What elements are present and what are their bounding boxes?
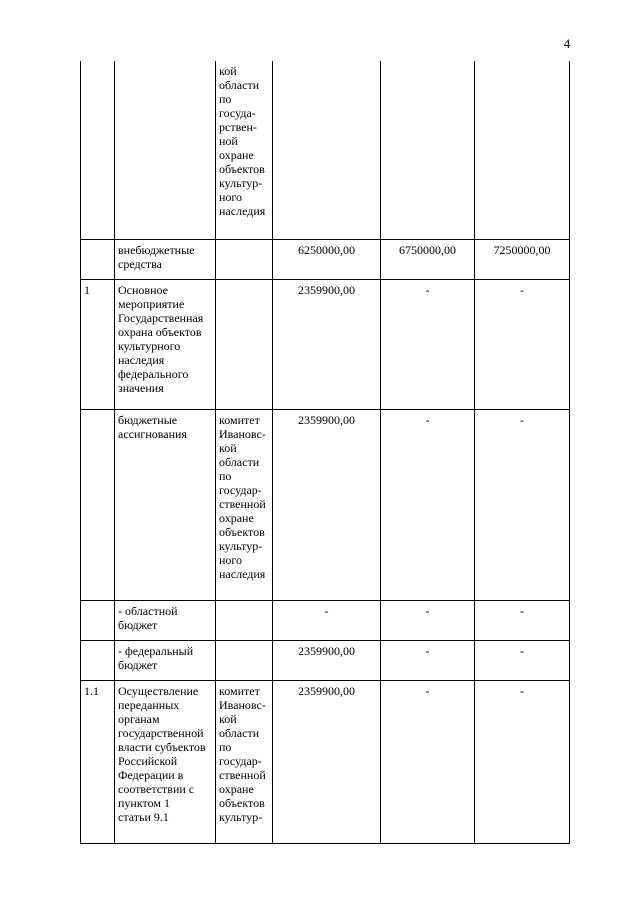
name-line: внебюджетные	[118, 242, 195, 257]
table-row	[81, 61, 570, 239]
name-line: Осуществление	[118, 683, 199, 698]
amount-cell-year-3	[475, 61, 570, 239]
executor-line: комитет	[219, 683, 260, 698]
row-index-cell	[81, 61, 115, 239]
page-number: 4	[563, 36, 571, 51]
executor-line: наследия	[219, 566, 266, 581]
name-line: власти субъектов	[118, 739, 206, 754]
name-line: охрана объектов	[118, 324, 202, 339]
row-index-cell	[81, 239, 115, 279]
row-name-cell	[115, 640, 216, 680]
table-row	[81, 680, 570, 843]
row-name-cell	[115, 279, 216, 409]
name-line: переданных	[118, 697, 180, 712]
name-line: наследия	[118, 352, 165, 367]
amount-cell-year-2: -	[381, 640, 475, 680]
table-row	[81, 279, 570, 409]
amount-cell-year-2	[381, 61, 475, 239]
amount-cell-year-2: -	[381, 409, 475, 600]
row-index-cell: 1	[81, 279, 115, 409]
executor-line: ственной	[219, 496, 266, 511]
amount-cell-year-1: 2359900,00	[273, 409, 381, 600]
table-row	[81, 600, 570, 640]
executor-line: области	[219, 725, 260, 740]
executor-line: по	[219, 468, 232, 483]
row-executor-cell	[216, 600, 273, 640]
row-name-cell	[115, 409, 216, 600]
executor-line: наследия	[219, 204, 266, 218]
executor-line: области	[219, 78, 260, 92]
table-row	[81, 239, 570, 279]
name-line: Основное	[118, 282, 168, 297]
name-line: пунктом 1	[118, 795, 170, 810]
row-name-cell	[115, 239, 216, 279]
executor-line: охране	[219, 510, 254, 525]
executor-line: ственной	[219, 767, 266, 782]
amount-cell-year-1: -	[273, 600, 381, 640]
row-name-cell	[115, 61, 216, 239]
name-line: значения	[118, 380, 164, 395]
name-line: бюджетные	[118, 412, 178, 427]
executor-line: ного	[219, 552, 243, 567]
amount-cell-year-2: 6750000,00	[381, 239, 475, 279]
executor-line: ной	[219, 134, 238, 148]
executor-line: госуда-	[219, 106, 256, 120]
executor-line: объектов	[219, 795, 265, 810]
budget-table	[80, 61, 570, 844]
amount-cell-year-3: 7250000,00	[475, 239, 570, 279]
row-index-cell	[81, 640, 115, 680]
amount-cell-year-2: -	[381, 279, 475, 409]
row-executor-cell	[216, 680, 273, 843]
executor-line: комитет	[219, 412, 260, 427]
row-executor-cell	[216, 279, 273, 409]
name-line: государственной	[118, 725, 204, 740]
executor-line: рствен-	[219, 120, 257, 134]
executor-line: кой	[219, 711, 237, 726]
executor-line: культур-	[219, 176, 263, 190]
executor-line: кой	[219, 64, 237, 78]
executor-line: ного	[219, 190, 243, 204]
amount-cell-year-1: 2359900,00	[273, 640, 381, 680]
executor-line: государ-	[219, 753, 262, 768]
row-executor-cell	[216, 61, 273, 239]
name-line: Российской	[118, 753, 178, 768]
name-line: - федеральный	[118, 643, 194, 658]
executor-line: по	[219, 92, 232, 106]
amount-cell-year-3: -	[475, 640, 570, 680]
row-executor-cell	[216, 409, 273, 600]
name-line: Государственная	[118, 310, 204, 325]
executor-line: объектов	[219, 162, 265, 176]
name-line: органам	[118, 711, 160, 726]
name-line: культурного	[118, 338, 181, 353]
executor-line: государ-	[219, 482, 262, 497]
executor-line: Ивановс-	[219, 697, 266, 712]
executor-line: области	[219, 454, 260, 469]
name-line: бюджет	[118, 617, 158, 632]
row-name-cell	[115, 600, 216, 640]
executor-line: охране	[219, 781, 254, 796]
row-executor-cell	[216, 239, 273, 279]
row-index-cell: 1.1	[81, 680, 115, 843]
executor-line: культур-	[219, 809, 263, 824]
row-index-cell	[81, 600, 115, 640]
name-line: ассигнования	[118, 426, 187, 441]
amount-cell-year-2: -	[381, 600, 475, 640]
amount-cell-year-1: 6250000,00	[273, 239, 381, 279]
amount-cell-year-3: -	[475, 279, 570, 409]
amount-cell-year-1: 2359900,00	[273, 279, 381, 409]
name-line: мероприятие	[118, 296, 185, 311]
amount-cell-year-1	[273, 61, 381, 239]
executor-line: объектов	[219, 524, 265, 539]
row-executor-cell	[216, 640, 273, 680]
amount-cell-year-3: -	[475, 680, 570, 843]
name-line: бюджет	[118, 657, 158, 672]
name-line: - областной	[118, 603, 178, 618]
row-index-cell	[81, 409, 115, 600]
table-row	[81, 640, 570, 680]
amount-cell-year-3: -	[475, 600, 570, 640]
executor-line: Ивановс-	[219, 426, 266, 441]
executor-line: кой	[219, 440, 237, 455]
executor-line: по	[219, 739, 232, 754]
name-line: соответствии с	[118, 781, 195, 796]
name-line: статьи 9.1	[118, 809, 169, 824]
amount-cell-year-3: -	[475, 409, 570, 600]
row-name-cell	[115, 680, 216, 843]
name-line: федерального	[118, 366, 189, 381]
table-row	[81, 409, 570, 600]
name-line: средства	[118, 256, 163, 271]
amount-cell-year-2: -	[381, 680, 475, 843]
executor-line: культур-	[219, 538, 263, 553]
amount-cell-year-1: 2359900,00	[273, 680, 381, 843]
executor-line: охране	[219, 148, 254, 162]
name-line: Федерации в	[118, 767, 184, 782]
